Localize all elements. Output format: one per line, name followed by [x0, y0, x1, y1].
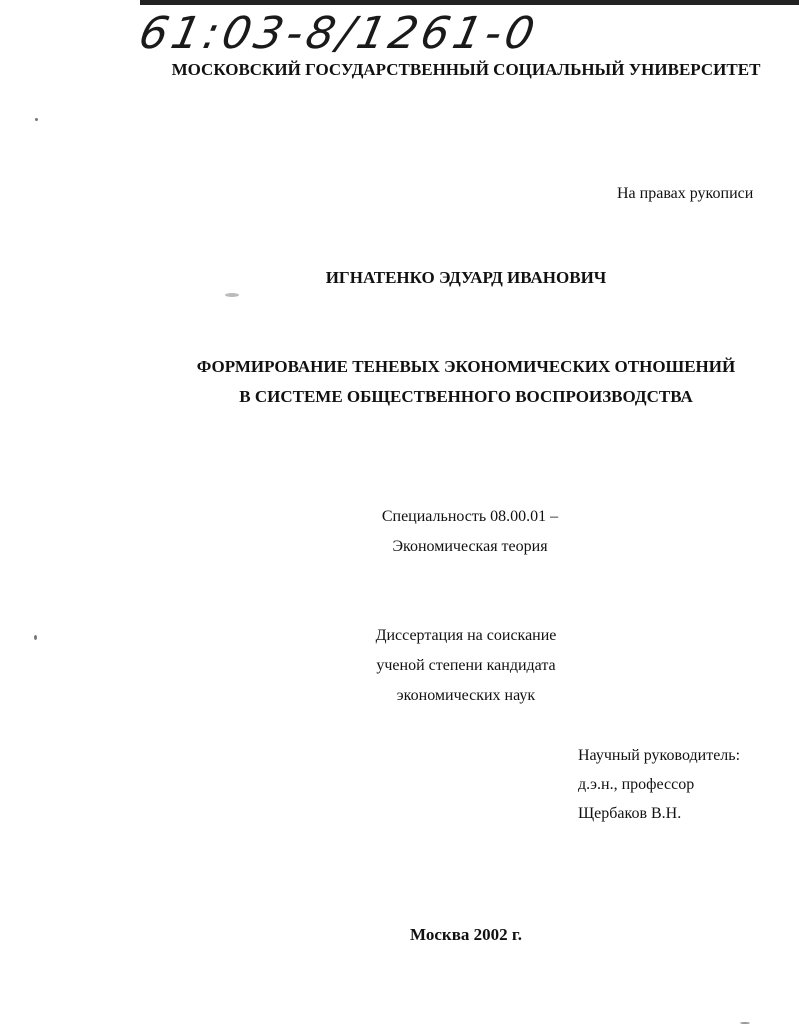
university-name: МОСКОВСКИЙ ГОСУДАРСТВЕННЫЙ СОЦИАЛЬНЫЙ УНИВЕРСИТЕТ: [171, 60, 761, 79]
thesis-title-line-2: В СИСТЕМЕ ОБЩЕСТВЕННОГО ВОСПРОИЗВОДСТВА: [239, 387, 693, 406]
scan-speck: [740, 1022, 750, 1024]
author-name: ИГНАТЕНКО ЭДУАРД ИВАНОВИЧ: [325, 268, 607, 287]
handwritten-archive-number: 61:03-8/1261-0: [134, 8, 543, 59]
scan-speck: [225, 293, 239, 297]
specialty-line-1: Специальность 08.00.01 –: [381, 508, 559, 525]
dissertation-line-3: экономических наук: [396, 687, 536, 704]
scan-speck: [35, 118, 38, 121]
specialty-line-2: Экономическая теория: [392, 538, 548, 555]
advisor-degree: д.э.н., профессор: [578, 776, 695, 793]
thesis-title-line-1: ФОРМИРОВАНИЕ ТЕНЕВЫХ ЭКОНОМИЧЕСКИХ ОТНОШЕНИЙ: [196, 357, 736, 376]
advisor-label: Научный руководитель:: [578, 747, 741, 764]
dissertation-line-2: ученой степени кандидата: [376, 657, 556, 674]
manuscript-note: На правах рукописи: [617, 185, 754, 202]
city-year: Москва 2002 г.: [410, 925, 522, 944]
scan-top-edge: [140, 0, 799, 5]
dissertation-line-1: Диссертация на соискание: [375, 627, 557, 644]
scan-speck: [34, 635, 37, 640]
advisor-name: Щербаков В.Н.: [578, 805, 682, 822]
